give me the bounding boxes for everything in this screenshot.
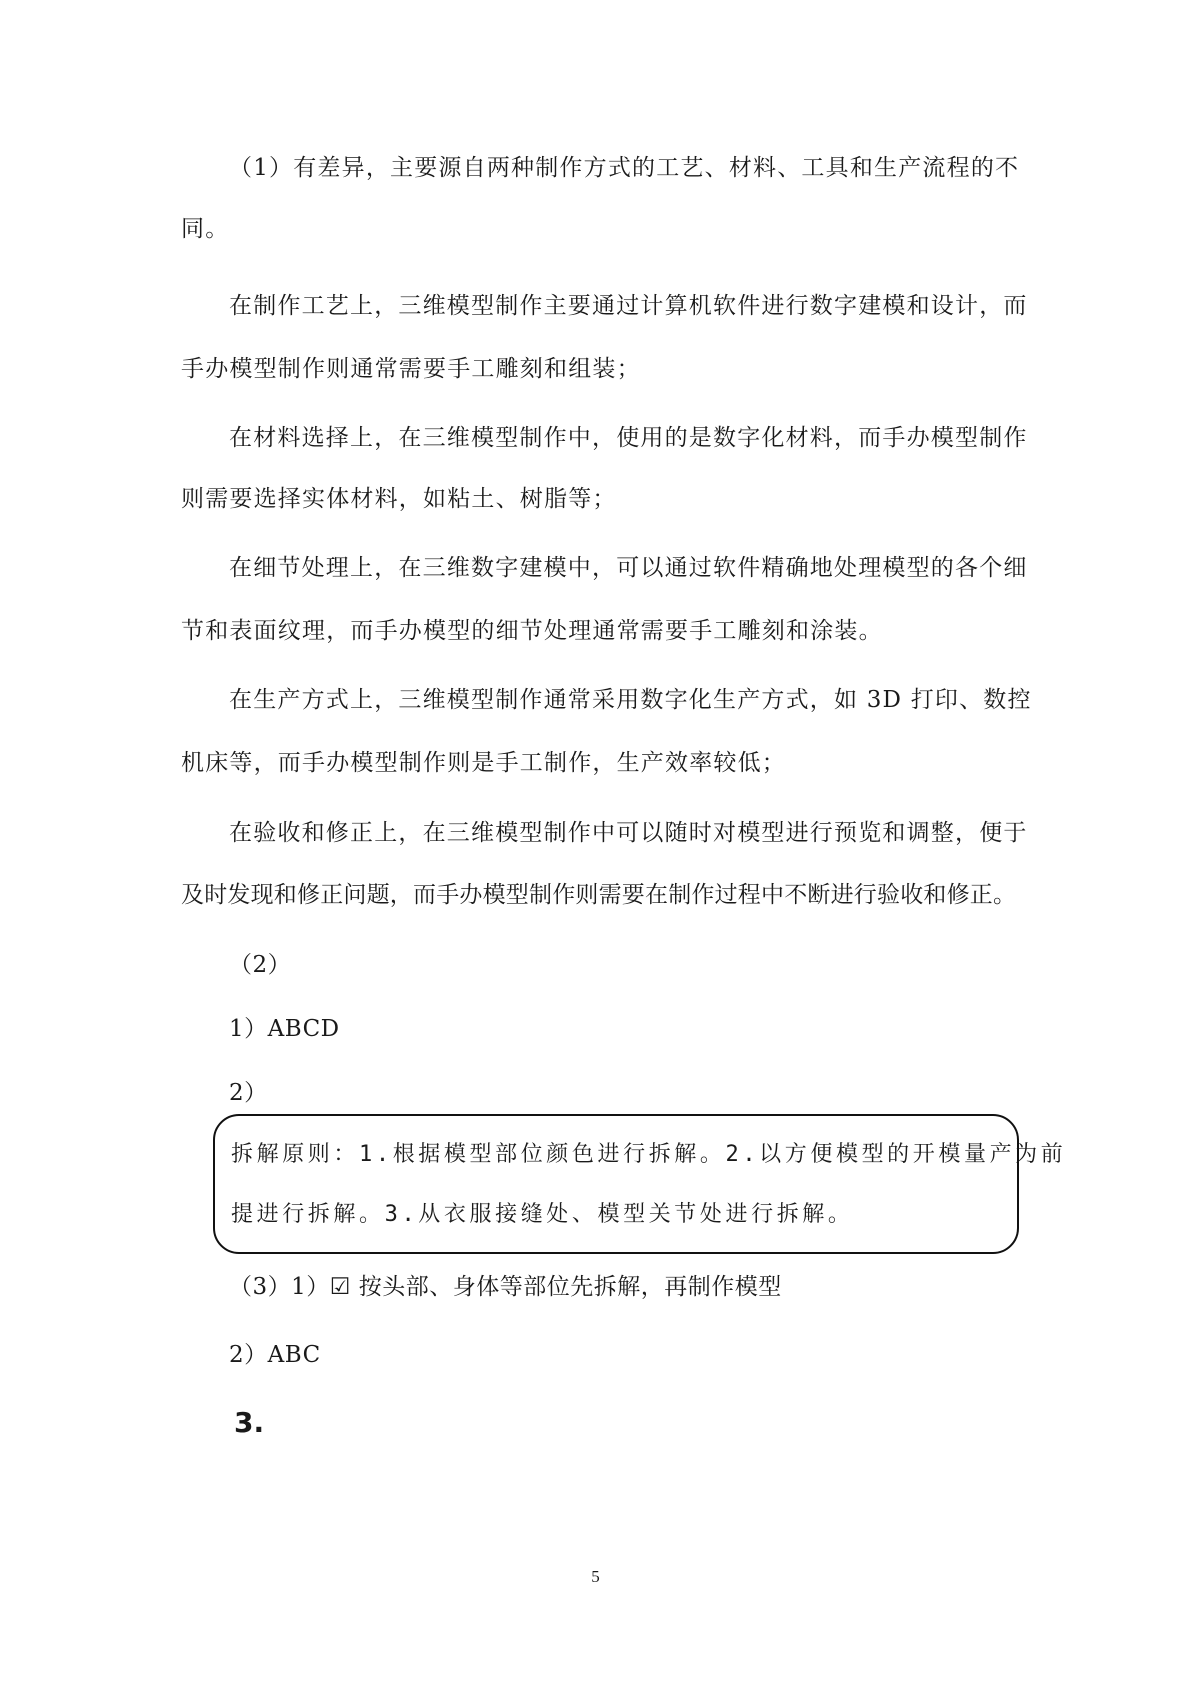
- paragraph-line: 则需要选择实体材料，如粘土、树脂等；: [181, 486, 617, 512]
- question-2-label: （2）: [229, 952, 292, 978]
- paragraph-line: 同。: [181, 216, 230, 242]
- paragraph-line: 及时发现和修正问题，而手办模型制作则需要在制作过程中不断进行验收和修正。: [181, 882, 1017, 908]
- question-3-answer-1: （3）1）☑ 按头部、身体等部位先拆解，再制作模型: [229, 1274, 782, 1300]
- answer-box-line: 拆解原则：1.根据模型部位颜色进行拆解。2.以方便模型的开模量产为前: [231, 1142, 1067, 1167]
- question-3-answer-2: 2）ABC: [229, 1342, 321, 1368]
- paragraph-line: （1）有差异，主要源自两种制作方式的工艺、材料、工具和生产流程的不: [229, 155, 1020, 181]
- paragraph-line: 在生产方式上，三维模型制作通常采用数字化生产方式，如 3D 打印、数控: [229, 687, 1032, 713]
- paragraph-line: 在材料选择上，在三维模型制作中，使用的是数字化材料，而手办模型制作: [229, 425, 1028, 451]
- paragraph-line: 手办模型制作则通常需要手工雕刻和组装；: [181, 356, 641, 382]
- paragraph-line: 节和表面纹理，而手办模型的细节处理通常需要手工雕刻和涂装。: [181, 618, 883, 644]
- paragraph-line: 在制作工艺上，三维模型制作主要通过计算机软件进行数字建模和设计，而: [229, 293, 1028, 319]
- paragraph-line: 机床等，而手办模型制作则是手工制作，生产效率较低；: [181, 750, 786, 776]
- answer-box: [213, 1114, 1067, 1254]
- paragraph-line: 在细节处理上，在三维数字建模中，可以通过软件精确地处理模型的各个细: [229, 555, 1028, 581]
- question-2-answer-1: 1）ABCD: [229, 1016, 340, 1042]
- answer-box-line: 提进行拆解。3.从衣服接缝处、模型关节处进行拆解。: [231, 1202, 854, 1227]
- page-number: 5: [591, 1567, 600, 1586]
- paragraph-line: 在验收和修正上，在三维模型制作中可以随时对模型进行预览和调整，便于: [229, 820, 1028, 846]
- section-heading: 3.: [234, 1406, 265, 1439]
- question-2-answer-2-label: 2）: [229, 1080, 268, 1106]
